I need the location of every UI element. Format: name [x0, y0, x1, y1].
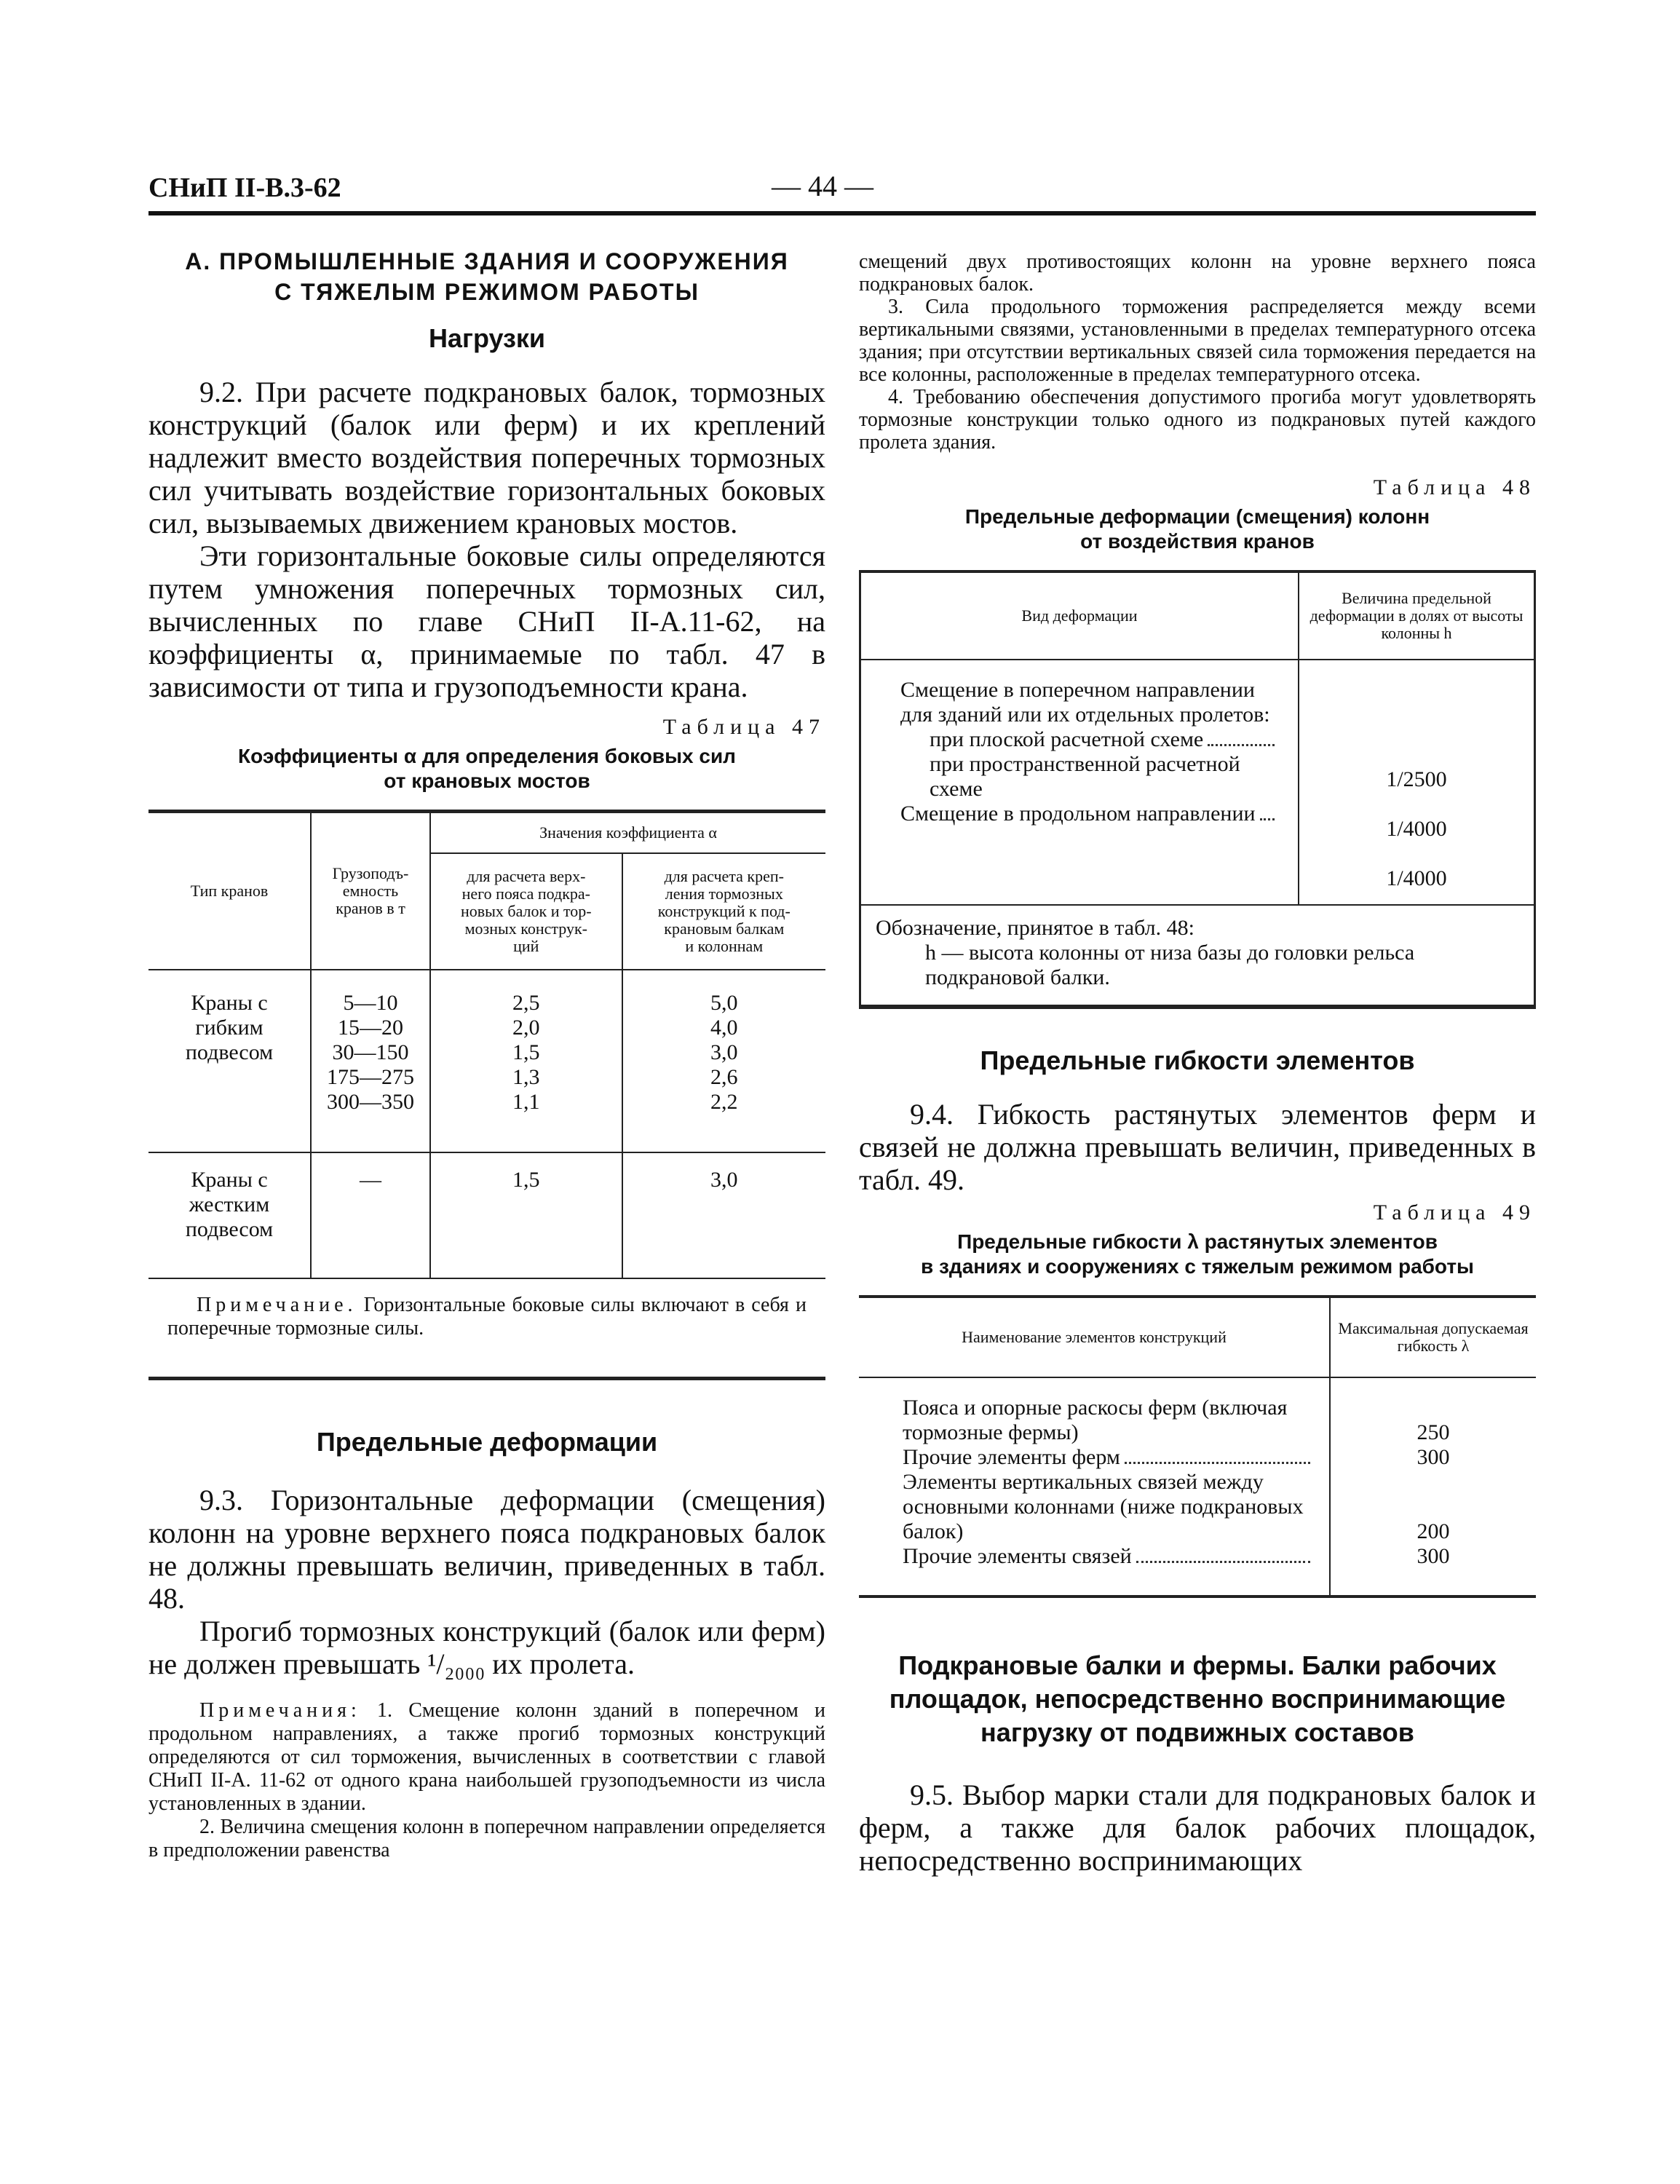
table-49-value-vertical-bracing: 200: [1416, 1519, 1450, 1543]
table-48-header-kind: Вид деформации: [861, 573, 1299, 660]
table-48-box: [859, 570, 1536, 1009]
table-49-row-chords-label: Пояса и опорные раскосы ферм (включая тормозные фермы): [903, 1396, 1288, 1444]
table-47-header-values: Значения коэффициента α: [430, 812, 825, 853]
crane-beams-heading: Подкрановые балки и фермы. Балки рабочих площадок, непосредственно воспринимающие нагрузку от подвижных составов: [889, 1650, 1506, 1747]
table-47-caption-line-1: Коэффициенты α для определения боковых сил: [238, 745, 736, 767]
dot-leader: [1125, 1462, 1310, 1464]
table-49-row-other-truss-label: Прочие элементы ферм: [903, 1445, 1120, 1469]
paragraph-9-3: 9.3. Горизонтальные деформации (смещения) колонн на уровне верхнего пояса подкрановых балок не должны превышать величин, приведенных в табл. 48.: [148, 1484, 825, 1615]
table-47-capacity: 5—10 15—20 30—150 175—275 300—350: [311, 970, 430, 1152]
table-49-row-other-bracing: [873, 1544, 1315, 1569]
table-48-caption-line-1: Предельные деформации (смещения) колонн: [964, 505, 1430, 528]
table-48-row-longitudinal: [900, 802, 1279, 826]
dot-leader: [1208, 744, 1275, 746]
left-column: [148, 246, 825, 1862]
table-48-row-spatial: [900, 752, 1279, 802]
paragraph-9-2: 9.2. При расчете подкрановых балок, тормозных конструкций (балок или ферм) и их креплений надлежит вместо воздействия поперечных тормозных сил учитывать воздействие горизонтальных боковых сил, вызываемых движением крановых мостов.: [148, 376, 825, 539]
table-row: [148, 1152, 825, 1278]
table-row: [148, 970, 825, 1152]
deformations-heading: Предельные деформации: [316, 1427, 658, 1457]
table-48-legend-text: h — высота колонны от низа базы до головки рельса подкрановой балки.: [925, 941, 1415, 989]
table-48-row-transverse: Смещение в поперечном направлении для зданий или их отдельных пролетов:: [900, 678, 1270, 727]
table-49-header-value: Максимальная допускаемая гибкость λ: [1330, 1298, 1536, 1377]
table-49-caption: [859, 1230, 1536, 1279]
table-49-value-chords: 250: [1416, 1420, 1450, 1444]
table-47-note-text: Горизонтальные боковые силы включают в себя и поперечные тормозные силы.: [167, 1294, 807, 1340]
table-47-capacity: —: [311, 1152, 430, 1278]
page-number: — 44 —: [772, 170, 873, 202]
table-47-header-fix: для расчета креп- ления тормозных конструкций к под- крановым балкам и колоннам: [622, 853, 825, 970]
table-47-caption-line-2: от крановых мостов: [384, 769, 590, 792]
table-48-value-cell: [1299, 660, 1534, 905]
table-47-type: Краны с гибким подвесом: [148, 970, 311, 1152]
table-49-caption-line-2: в зданиях и сооружениях с тяжелым режимом работы: [921, 1255, 1474, 1278]
table-48-caption: [859, 505, 1536, 554]
table-49-header-name: Наименование элементов конструкций: [859, 1298, 1330, 1377]
section-title: [148, 246, 825, 307]
dot-leader: [1136, 1561, 1310, 1563]
table-48-legend-title: Обозначение, принятое в табл. 48:: [876, 916, 1194, 940]
document-code: СНиП II-B.3-62: [148, 173, 341, 203]
paragraph-9-4: 9.4. Гибкость растянутых элементов ферм и связей не должна превышать величин, приведенных в табл. 49.: [859, 1098, 1536, 1196]
table-49-name-cell: [859, 1377, 1330, 1595]
right-column: [859, 250, 1536, 1877]
table-48-caption-line-2: от воздействия кранов: [1080, 530, 1315, 553]
table-47-fix: 3,0: [622, 1152, 825, 1278]
table-47-note-label: Примечание.: [197, 1294, 357, 1316]
table-47: [148, 812, 825, 1378]
dot-leader: [1260, 818, 1275, 820]
table-48: [861, 573, 1534, 1007]
table-48-row-spatial-label: при пространственной расчетной схеме: [930, 752, 1240, 801]
table-48-label: Таблица 48: [1373, 475, 1536, 499]
note-2: 2. Величина смещения колонн в поперечном направлении определяется в предположении равенства: [148, 1816, 825, 1861]
notes-block: [148, 1699, 825, 1816]
loads-heading: Нагрузки: [428, 323, 546, 353]
table-47-box: [148, 810, 825, 1380]
section-title-line-2: С ТЯЖЕЛЫМ РЕЖИМОМ РАБОТЫ: [274, 279, 700, 305]
paragraph-9-3-cont: Прогиб тормозных конструкций (балок или ферм) не должен превышать ¹/₂₀₀₀ их пролета.: [148, 1615, 825, 1680]
table-47-label: Таблица 47: [662, 715, 825, 739]
table-49-label: Таблица 49: [1373, 1200, 1536, 1224]
table-49-row-vertical-bracing: [873, 1470, 1315, 1544]
notes-label: Примечания:: [199, 1699, 361, 1722]
table-49-row-chords: [873, 1396, 1315, 1445]
table-47-note: [148, 1278, 825, 1377]
slenderness-heading: Предельные гибкости элементов: [980, 1045, 1415, 1075]
table-49-row-other-truss: [873, 1445, 1315, 1470]
table-48-header-value: Величина предельной деформации в долях от высоты колонны h: [1299, 573, 1534, 660]
table-47-header-type: Тип кранов: [148, 812, 311, 970]
section-title-line-1: А. ПРОМЫШЛЕННЫЕ ЗДАНИЯ И СООРУЖЕНИЯ: [185, 248, 789, 274]
table-48-value-flat: 1/2500: [1386, 767, 1447, 791]
paragraph-9-2-cont: Эти горизонтальные боковые силы определяются путем умножения поперечных тормозных сил, вычисленных по главе СНиП II-А.11-62, на коэффициенты α, принимаемые по табл. 47 в зависимости от типа и грузоподъемности крана.: [148, 539, 825, 703]
table-48-value-spatial: 1/4000: [1386, 817, 1447, 841]
table-49-value-other-truss: 300: [1416, 1445, 1450, 1469]
table-49-caption-line-1: Предельные гибкости λ растянутых элементов: [957, 1230, 1438, 1253]
table-48-row-flat-label: при плоской расчетной схеме: [930, 727, 1204, 751]
table-48-kind-cell: [861, 660, 1299, 905]
table-49-box: [859, 1295, 1536, 1598]
table-47-caption: [148, 744, 825, 794]
note-3: 3. Сила продольного торможения распределяется между всеми вертикальными связями, установленными в пределах температурного отсека здания; при отсутствии вертикальных связей сила торможения передается на все колонны, расположенные в пределах температурного отсека.: [859, 296, 1536, 386]
table-47-type: Краны с жестким подвесом: [148, 1152, 311, 1278]
header-rule: [148, 211, 1536, 215]
table-49-row-vertical-bracing-label: Элементы вертикальных связей между основными колоннами (ниже подкрановых балок): [903, 1470, 1304, 1543]
note-2-cont: смещений двух противостоящих колонн на уровне верхнего пояса подкрановых балок.: [859, 250, 1536, 296]
table-48-legend: [861, 905, 1534, 1006]
table-47-beam: 2,5 2,0 1,5 1,3 1,1: [430, 970, 622, 1152]
table-47-beam: 1,5: [430, 1152, 622, 1278]
table-47-header-capacity: Грузоподъ- емность кранов в т: [311, 812, 430, 970]
table-47-header-beams: для расчета верх- него пояса подкра- новых балок и тор- мозных конструк- ций: [430, 853, 622, 970]
table-48-row-longitudinal-label: Смещение в продольном направлении: [900, 802, 1256, 826]
table-47-fix: 5,0 4,0 3,0 2,6 2,2: [622, 970, 825, 1152]
table-48-row-flat: [900, 727, 1279, 752]
table-49-value-cell: [1330, 1377, 1536, 1595]
table-49: [859, 1298, 1536, 1595]
note-1: 1. Смещение колонн зданий в поперечном и продольном направлениях, а также прогиб тормозных конструкций определяются от сил торможения, вычисленных в соответствии с главой СНиП II-А. 11-62 от одного крана наибольшей грузоподъемности из числа установленных в здании.: [148, 1699, 825, 1815]
table-49-value-other-bracing: 300: [1416, 1544, 1450, 1568]
table-49-row-other-bracing-label: Прочие элементы связей: [903, 1544, 1132, 1568]
table-48-value-longitudinal: 1/4000: [1386, 866, 1447, 890]
note-4: 4. Требованию обеспечения допустимого прогиба могут удовлетворять тормозные конструкции только одного из подкрановых путей каждого пролета здания.: [859, 386, 1536, 454]
paragraph-9-5: 9.5. Выбор марки стали для подкрановых балок и ферм, а также для балок рабочих площадок, непосредственно воспринимающих: [859, 1779, 1536, 1877]
